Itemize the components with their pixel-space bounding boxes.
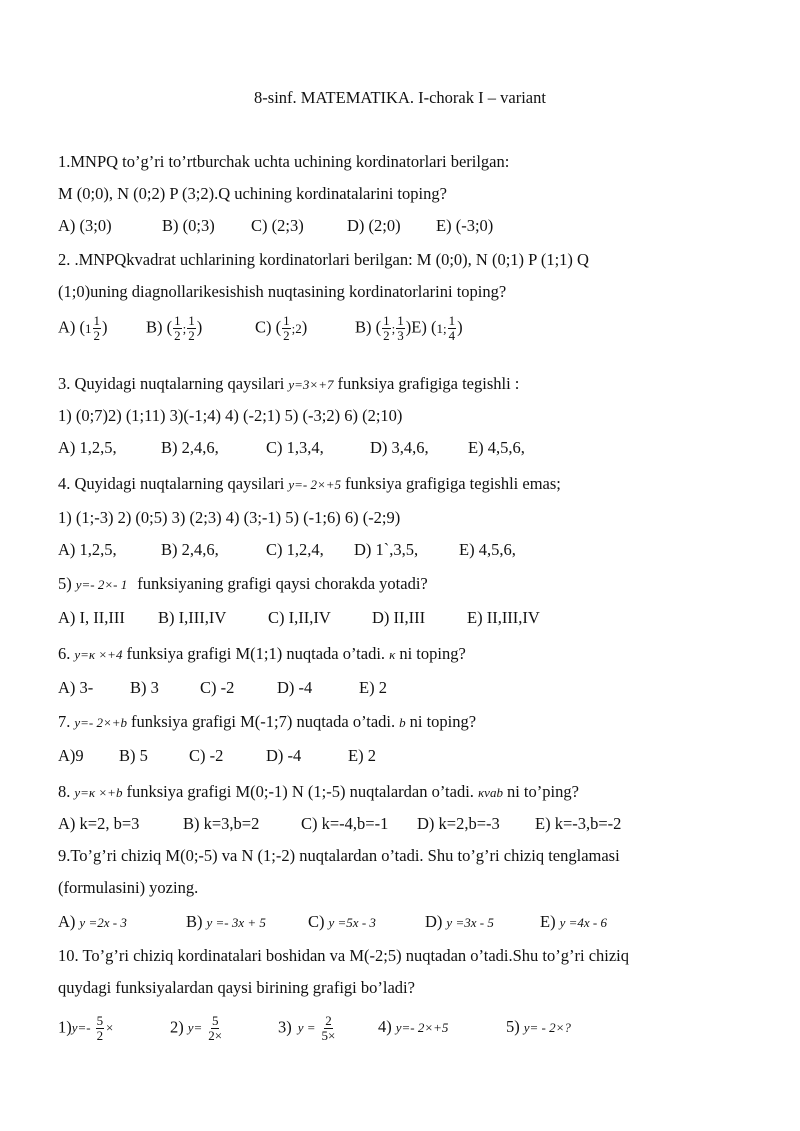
q6-option-d: D) -4 — [277, 678, 313, 697]
page-title: 8-sinf. MATEMATIKA. I-chorak I – variant — [254, 88, 546, 107]
q2-option-a: A) (1 $\frac{1}{2}$ ) — [58, 313, 108, 343]
q5-formula: y=- 2×- 1 — [75, 577, 128, 592]
q1-text-line1: 1.MNPQ to’g’ri to’rtburchak uchta uchining kordinatorlari berilgan: — [58, 152, 510, 171]
q2-text-line1: 2. .MNPQkvadrat uchlarining kordinatorlari berilgan: M (0;0), N (0;1) P (1;1) Q — [58, 250, 589, 269]
q7-option-a: A)9 — [58, 746, 84, 765]
q4-options — [58, 540, 516, 560]
q9-text-line1: 9.To’g’ri chiziq M(0;-5) va N (1;-2) nuqtalardan o’tadi. Shu to’g’ri chiziq tenglamasi — [58, 846, 620, 865]
q2-option-b: B) ( $\frac{1}{2}$ ; $\frac{1}{2}$ ) — [146, 313, 203, 343]
q1-option-c: C) (2;3) — [251, 216, 304, 235]
q8-text: 8. y=κ ×+b funksiya grafigi M(0;-1) N (1;-5) nuqtalardan o’tadi. κvab ni to’ping? — [58, 782, 579, 801]
q7-option-d: D) -4 — [266, 746, 302, 765]
q6-option-a: A) 3- — [58, 678, 94, 697]
q1-options — [58, 216, 493, 236]
q6-option-e: E) 2 — [359, 678, 387, 697]
q6-option-c: C) -2 — [200, 678, 235, 697]
q6-formula: y=κ ×+4 — [74, 647, 123, 662]
q10-option-1: 1)y=- $\frac{5}{2}$ × — [58, 1013, 114, 1043]
q5-option-e: E) II,III,IV — [467, 608, 540, 627]
q10-option-5: 5) y= - 2×? — [506, 1017, 571, 1037]
q3-text: 3. Quyidagi nuqtalarning qaysilari y=3×+7 funksiya grafigiga tegishli : — [58, 374, 520, 393]
q9-option-b: B) y =- 3x + 5 — [186, 912, 266, 931]
q1-text-line2: M (0;0), N (0;2) P (3;2).Q uchining kordinatalarini toping? — [58, 184, 447, 203]
q8-option-b: B) k=3,b=2 — [183, 814, 260, 833]
q8-option-c: C) k=-4,b=-1 — [301, 814, 389, 833]
q5-option-a: A) I, II,III — [58, 608, 125, 627]
q8-option-e: E) k=-3,b=-2 — [535, 814, 622, 833]
q2-options — [58, 314, 463, 343]
q3-option-e: E) 4,5,6, — [468, 438, 525, 457]
q4-formula: y=- 2×+5 — [288, 477, 342, 492]
q3-formula: y=3×+7 — [288, 377, 334, 392]
q2-option-e: )E) (1; $\frac{1}{4}$ ) — [405, 313, 463, 343]
q10-option-2: 2) y= $\frac{5}{2\times}$ — [170, 1013, 223, 1043]
q4-text: 4. Quyidagi nuqtalarning qaysilari y=- 2×+5 funksiya grafigiga tegishli emas; — [58, 474, 561, 493]
q2-option-b2: B) ( $\frac{1}{2}$ ; $\frac{1}{3}$ — [355, 313, 404, 343]
q8-option-d: D) k=2,b=-3 — [417, 814, 500, 833]
q4-option-b: B) 2,4,6, — [161, 540, 219, 559]
q3-points: 1) (0;7)2) (1;11) 3)(-1;4) 4) (-2;1) 5) (-3;2) 6) (2;10) — [58, 406, 403, 425]
q3-options — [58, 438, 525, 458]
q3-option-d: D) 3,4,6, — [370, 438, 429, 457]
q3-option-c: C) 1,3,4, — [266, 438, 324, 457]
q5-options — [58, 608, 540, 628]
q7-option-e: E) 2 — [348, 746, 376, 765]
q2-text-line2: (1;0)uning diagnollarikesishish nuqtasining kordinatorlarini toping? — [58, 282, 507, 301]
q7-option-c: C) -2 — [189, 746, 224, 765]
q7-option-b: B) 5 — [119, 746, 148, 765]
q10-text-line2: quydagi funksiyalardan qaysi birining grafigi bo’ladi? — [58, 978, 415, 997]
q7-options — [58, 746, 376, 766]
q9-option-a: A) y =2x - 3 — [58, 912, 127, 931]
q4-option-c: C) 1,2,4, — [266, 540, 324, 559]
q9-text-line2: (formulasini) yozing. — [58, 878, 199, 897]
q8-options — [58, 814, 621, 834]
q1-option-b: B) (0;3) — [162, 216, 215, 235]
q10-options — [58, 1014, 575, 1043]
q5-text: 5) y=- 2×- 1 funksiyaning grafigi qaysi chorakda yotadi? — [58, 574, 428, 593]
q1-option-d: D) (2;0) — [347, 216, 401, 235]
q1-option-a: A) (3;0) — [58, 216, 112, 235]
q7-formula: y=- 2×+b — [74, 715, 128, 730]
q8-formula: y=κ ×+b — [74, 785, 123, 800]
q4-option-a: A) 1,2,5, — [58, 540, 117, 559]
q10-option-3: 3) y = $\frac{2}{5\times}$ — [278, 1013, 336, 1043]
q10-option-4: 4) y=- 2×+5 — [378, 1017, 449, 1037]
q8-option-a: A) k=2, b=3 — [58, 814, 140, 833]
q3-option-b: B) 2,4,6, — [161, 438, 219, 457]
q5-option-d: D) II,III — [372, 608, 426, 627]
q6-text: 6. y=κ ×+4 funksiya grafigi M(1;1) nuqtada o’tadi. κ ni toping? — [58, 644, 466, 663]
q4-option-e: E) 4,5,6, — [459, 540, 516, 559]
q3-option-a: A) 1,2,5, — [58, 438, 117, 457]
q4-option-d: D) 1`,3,5, — [354, 540, 419, 559]
q4-points: 1) (1;-3) 2) (0;5) 3) (2;3) 4) (3;-1) 5) (-1;6) 6) (-2;9) — [58, 508, 401, 527]
q2-option-c: C) ( $\frac{1}{2}$ ;2) — [255, 313, 308, 343]
q6-option-b: B) 3 — [130, 678, 159, 697]
q5-option-b: B) I,III,IV — [158, 608, 227, 627]
q1-option-e: E) (-3;0) — [436, 216, 494, 235]
q10-text-line1: 10. To’g’ri chiziq kordinatalari boshidan va M(-2;5) nuqtadan o’tadi.Shu to’g’ri chiziq — [58, 946, 630, 965]
q6-options — [58, 678, 387, 698]
q9-option-d: D) y =3x - 5 — [425, 912, 494, 931]
q7-text: 7. y=- 2×+b funksiya grafigi M(-1;7) nuqtada o’tadi. b ni toping? — [58, 712, 477, 731]
q5-option-c: C) I,II,IV — [268, 608, 331, 627]
q9-options — [58, 912, 611, 932]
q9-option-e: E) y =4x - 6 — [540, 912, 607, 931]
q9-option-c: C) y =5x - 3 — [308, 912, 376, 931]
